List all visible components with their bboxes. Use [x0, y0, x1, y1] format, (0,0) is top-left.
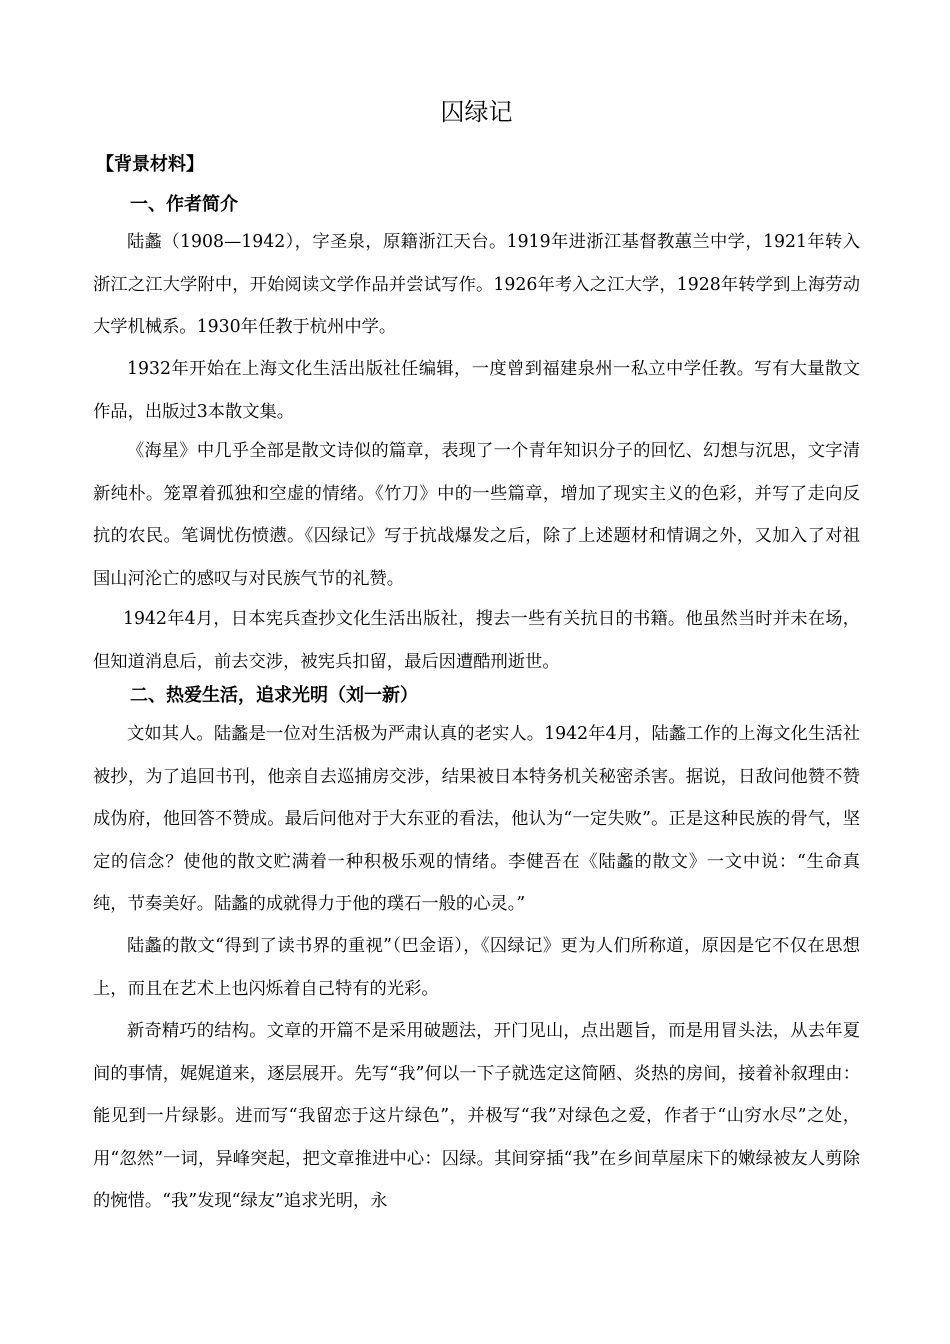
- section2-paragraph-2: 陆蠡的散文“得到了读书界的重视”（巴金语），《囚绿记》更为人们所称道，原因是它不仅在思想上，而且在艺术上也闪烁着自己特有的光彩。: [93, 936, 860, 999]
- section1-paragraph-1: 陆蠡（1908—1942），字圣泉，原籍浙江天台。1919年进浙江基督教蕙兰中学，1921年转入浙江之江大学附中，开始阅读文学作品并尝试写作。1926年考入之江大学，1928年转学到上海劳动大学机械系。1930年任教于杭州中学。: [93, 232, 860, 337]
- section2-heading: 二、热爱生活，追求光明（刘一新）: [130, 685, 418, 706]
- section1-paragraph-4: 1942年4月，日本宪兵查抄文化生活出版社，搜去一些有关抗日的书籍。他虽然当时并未在场，但知道消息后，前去交涉，被宪兵扣留，最后因遭酷刑逝世。: [93, 609, 860, 672]
- section1-heading: 一、作者简介: [130, 194, 238, 215]
- section1-paragraph-2: 1932年开始在上海文化生活出版社任编辑，一度曾到福建泉州一私立中学任教。写有大量散文作品，出版过3本散文集。: [93, 359, 860, 422]
- section2-paragraph-3: 新奇精巧的结构。文章的开篇不是采用破题法，开门见山，点出题旨，而是用冒头法，从去年夏间的事情，娓娓道来，逐层展开。先写“我”何以一下子就选定这简陋、炎热的房间，接着补叙理由：能见到一片绿影。进而写“我留恋于这片绿色”，并极写“我”对绿色之爱，作者于“山穷水尽”之处，用“忽然”一词，异峰突起，把文章推进中心：囚绿。其间穿插“我”在乡间草屋床下的嫩绿被友人剪除的惋惜。“我”发现“绿友”追求光明，永: [93, 1021, 860, 1211]
- section2-paragraph-1: 文如其人。陆蠡是一位对生活极为严肃认真的老实人。1942年4月，陆蠡工作的上海文化生活社被抄，为了追回书刊，他亲自去巡捕房交涉，结果被日本特务机关秘密杀害。据说，日敌问他赞不赞成伪府，他回答不赞成。最后问他对于大东亚的看法，他认为“一定失败”。正是这种民族的骨气，坚定的信念？使他的散文贮满着一种积极乐观的情绪。李健吾在《陆蠡的散文》一文中说：“生命真纯，节奏美好。陆蠡的成就得力于他的璞石一般的心灵。”: [93, 724, 860, 914]
- document-title: 囚绿记: [440, 98, 513, 126]
- section1-paragraph-3: 《海星》中几乎全部是散文诗似的篇章，表现了一个青年知识分子的回忆、幻想与沉思，文字清新纯朴。笼罩着孤独和空虚的情绪。《竹刀》中的一些篇章，增加了现实主义的色彩，并写了走向反抗的农民。笔调忧伤愤懑。《囚绿记》写于抗战爆发之后，除了上述题材和情调之外，又加入了对祖国山河沦亡的感叹与对民族气节的礼赞。: [93, 441, 860, 589]
- background-heading: 【背景材料】: [96, 154, 204, 175]
